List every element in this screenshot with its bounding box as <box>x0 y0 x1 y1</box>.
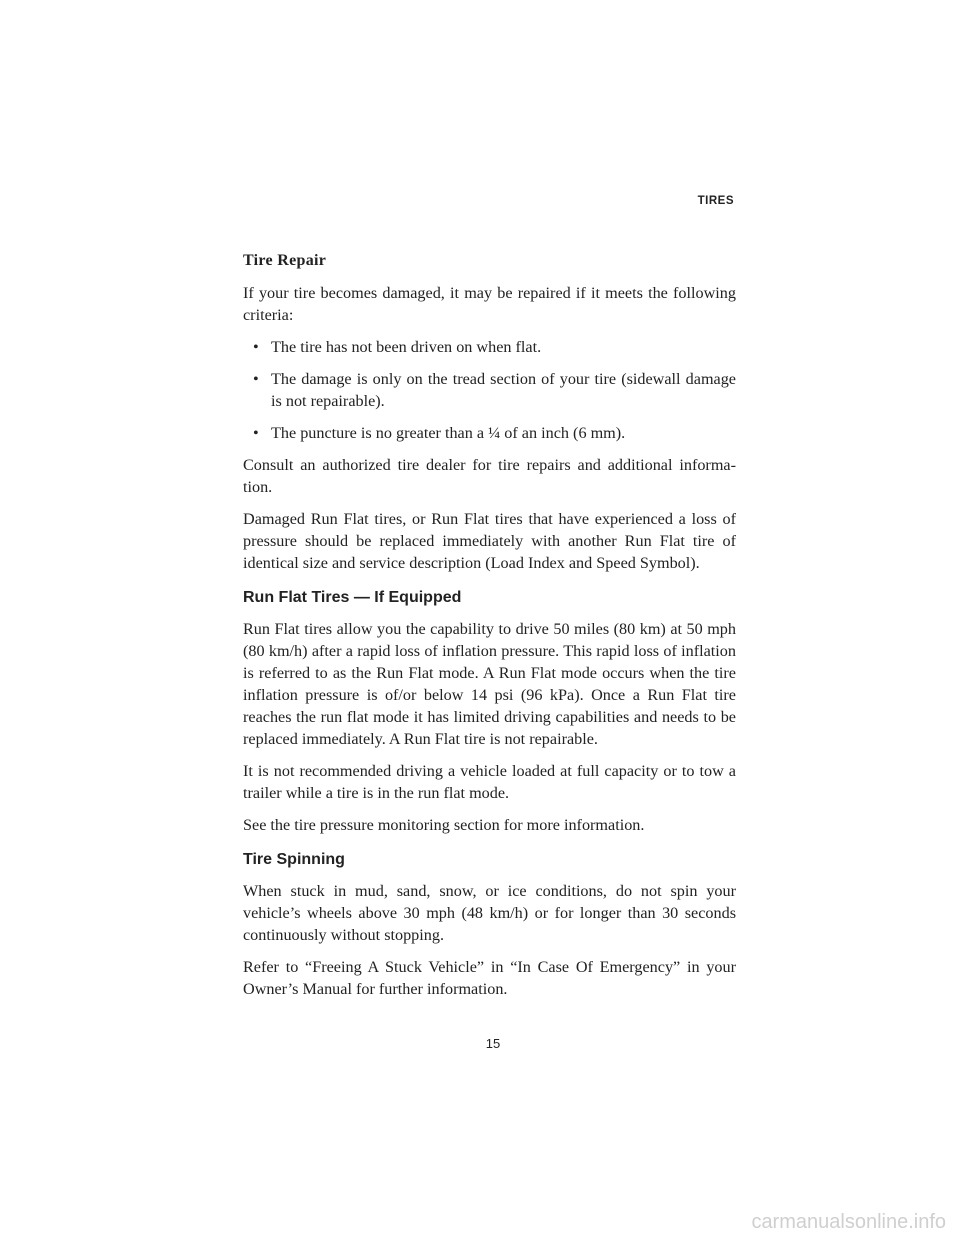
page-number: 15 <box>485 1036 501 1051</box>
repair-criteria-list <box>243 336 736 444</box>
consult-paragraph: Consult an authorized tire dealer for tire repairs and additional informa-tion. <box>243 456 736 496</box>
criteria-text: The puncture is no greater than a ¼ of an inch (6 mm). <box>271 424 626 442</box>
list-item <box>243 368 736 412</box>
section-label: TIRES <box>697 195 734 207</box>
run-flat-heading: Run Flat Tires — If Equipped <box>243 589 462 606</box>
bullet-icon: • <box>253 370 259 388</box>
run-flat-paragraph-2: It is not recommended driving a vehicle loaded at full capacity or to tow a trailer while a tire is in the run flat mode. <box>243 762 736 802</box>
run-flat-paragraph-3: See the tire pressure monitoring section for more information. <box>243 816 645 834</box>
tire-spinning-paragraph-2: Refer to “Freeing A Stuck Vehicle” in “In Case Of Emergency” in your Owner’s Manual for further information. <box>243 958 736 998</box>
tire-repair-title: Tire Repair <box>243 252 327 269</box>
damaged-run-flat-paragraph: Damaged Run Flat tires, or Run Flat tires that have experienced a loss of pressure should be replaced immediately with another Run Flat tire of identical size and service description (Load Index and Speed Symbol). <box>243 510 736 572</box>
criteria-text: The tire has not been driven on when flat. <box>271 338 542 356</box>
watermark: carmanualsonline.info <box>751 1211 946 1233</box>
tire-repair-intro: If your tire becomes damaged, it may be repaired if it meets the following criteria: <box>243 284 736 324</box>
bullet-icon: • <box>253 338 259 356</box>
criteria-text: The damage is only on the tread section of your tire (sidewall damage is not repairable). <box>271 370 736 410</box>
tire-spinning-heading: Tire Spinning <box>243 851 345 868</box>
list-item <box>243 422 736 444</box>
page-content <box>243 250 736 1010</box>
bullet-icon: • <box>253 424 259 442</box>
tire-spinning-paragraph-1: When stuck in mud, sand, snow, or ice conditions, do not spin your vehicle’s wheels above 30 mph (48 km/h) or for longer than 30 seconds continuously without stopping. <box>243 882 736 944</box>
list-item <box>243 336 736 358</box>
run-flat-paragraph-1: Run Flat tires allow you the capability to drive 50 miles (80 km) at 50 mph (80 km/h) after a rapid loss of inflation pressure. This rapid loss of inflation is referred to as the Run Flat mode. A Run Flat mode occurs when the tire inflation pressure is of/or below 14 psi (96 kPa). Once a Run Flat tire reaches the run flat mode it has limited driving capabilities and needs to be replaced immediately. A Run Flat tire is not repairable. <box>243 620 736 748</box>
